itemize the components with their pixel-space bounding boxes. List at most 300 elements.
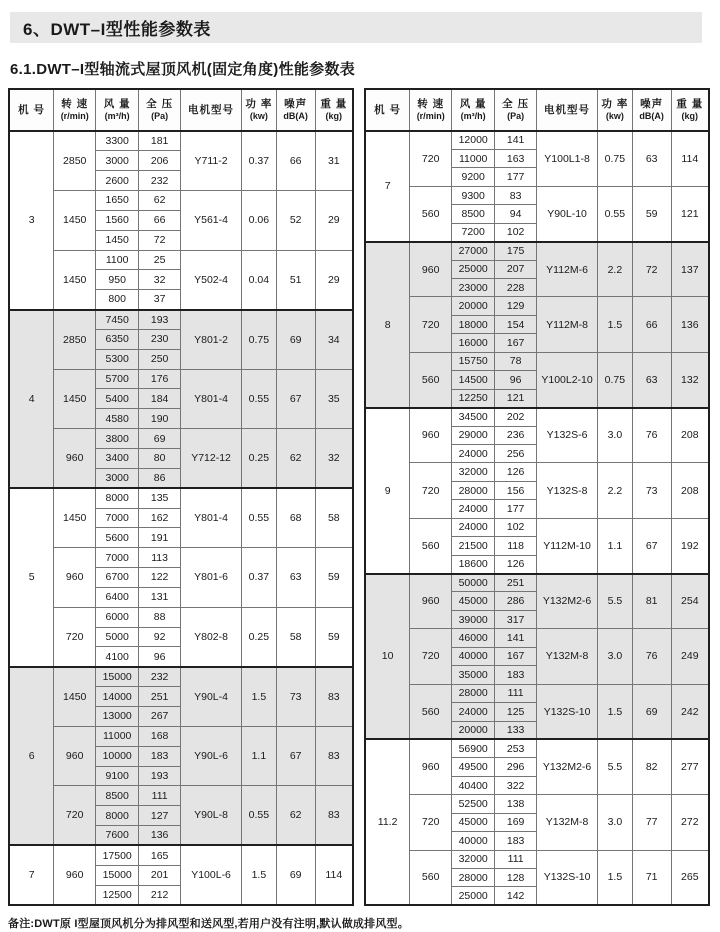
header-cell: 全 压 (Pa) <box>139 89 181 131</box>
model-cell: 7 <box>9 845 54 905</box>
table-row <box>9 429 353 449</box>
airflow-cell: 11000 <box>452 149 495 167</box>
pressure-cell: 202 <box>495 408 537 426</box>
table-row <box>9 726 353 746</box>
motor-model-cell: Y100L2-10 <box>537 352 598 407</box>
weight-cell: 254 <box>671 574 709 629</box>
pressure-cell: 111 <box>139 786 181 806</box>
noise-cell: 67 <box>632 518 671 573</box>
airflow-cell: 21500 <box>452 537 495 555</box>
power-cell: 0.55 <box>598 186 633 241</box>
header-cell: 重 量 (kg) <box>671 89 709 131</box>
airflow-cell: 7000 <box>96 548 139 568</box>
speed-cell: 720 <box>410 795 452 850</box>
pressure-cell: 122 <box>139 568 181 588</box>
pressure-cell: 141 <box>495 629 537 647</box>
power-cell: 1.5 <box>598 850 633 905</box>
pressure-cell: 163 <box>495 149 537 167</box>
model-cell: 9 <box>365 408 410 574</box>
pressure-cell: 168 <box>139 726 181 746</box>
airflow-cell: 7600 <box>96 826 139 846</box>
pressure-cell: 80 <box>139 449 181 469</box>
noise-cell: 69 <box>276 845 315 905</box>
pressure-cell: 162 <box>139 508 181 528</box>
motor-model-cell: Y801-6 <box>181 548 242 608</box>
motor-model-cell: Y132M2-6 <box>537 739 598 794</box>
pressure-cell: 141 <box>495 131 537 149</box>
pressure-cell: 253 <box>495 739 537 757</box>
pressure-cell: 113 <box>139 548 181 568</box>
noise-cell: 81 <box>632 574 671 629</box>
airflow-cell: 8000 <box>96 806 139 826</box>
model-cell: 7 <box>365 131 410 242</box>
airflow-cell: 9300 <box>452 186 495 204</box>
noise-cell: 67 <box>276 369 315 429</box>
noise-cell: 66 <box>632 297 671 352</box>
pressure-cell: 177 <box>495 500 537 518</box>
pressure-cell: 96 <box>139 647 181 667</box>
airflow-cell: 8000 <box>96 488 139 508</box>
table-row <box>9 786 353 806</box>
pressure-cell: 72 <box>139 230 181 250</box>
airflow-cell: 39000 <box>452 610 495 628</box>
noise-cell: 63 <box>632 131 671 186</box>
speed-cell: 720 <box>410 297 452 352</box>
pressure-cell: 251 <box>495 574 537 592</box>
power-cell: 3.0 <box>598 408 633 463</box>
power-cell: 1.5 <box>598 684 633 739</box>
header-cell: 电机型号 <box>181 89 242 131</box>
pressure-cell: 111 <box>495 850 537 868</box>
pressure-cell: 167 <box>495 647 537 665</box>
airflow-cell: 6400 <box>96 587 139 607</box>
motor-model-cell: Y132S-8 <box>537 463 598 518</box>
weight-cell: 114 <box>671 131 709 186</box>
airflow-cell: 8500 <box>96 786 139 806</box>
pressure-cell: 121 <box>495 389 537 407</box>
speed-cell: 960 <box>54 726 96 786</box>
pressure-cell: 126 <box>495 555 537 573</box>
speed-cell: 560 <box>410 352 452 407</box>
pressure-cell: 78 <box>495 352 537 370</box>
airflow-cell: 20000 <box>452 297 495 315</box>
table-row <box>365 297 709 315</box>
airflow-cell: 1450 <box>96 230 139 250</box>
pressure-cell: 156 <box>495 481 537 499</box>
weight-cell: 114 <box>315 845 353 905</box>
motor-model-cell: Y132M2-6 <box>537 574 598 629</box>
weight-cell: 59 <box>315 548 353 608</box>
model-cell: 6 <box>9 667 54 846</box>
airflow-cell: 13000 <box>96 706 139 726</box>
pressure-cell: 190 <box>139 409 181 429</box>
pressure-cell: 88 <box>139 607 181 627</box>
airflow-cell: 17500 <box>96 845 139 865</box>
model-cell: 10 <box>365 574 410 740</box>
section-banner <box>10 12 702 43</box>
pressure-cell: 94 <box>495 205 537 223</box>
power-cell: 1.1 <box>242 726 277 786</box>
airflow-cell: 52500 <box>452 795 495 813</box>
table-row <box>365 352 709 370</box>
airflow-cell: 6700 <box>96 568 139 588</box>
weight-cell: 59 <box>315 607 353 667</box>
noise-cell: 69 <box>632 684 671 739</box>
airflow-cell: 9100 <box>96 766 139 786</box>
speed-cell: 1450 <box>54 191 96 251</box>
pressure-cell: 256 <box>495 444 537 462</box>
motor-model-cell: Y801-4 <box>181 488 242 548</box>
pressure-cell: 193 <box>139 766 181 786</box>
power-cell: 3.0 <box>598 795 633 850</box>
pressure-cell: 175 <box>495 242 537 260</box>
motor-model-cell: Y90L-8 <box>181 786 242 846</box>
airflow-cell: 45000 <box>452 813 495 831</box>
table-row <box>9 131 353 151</box>
pressure-cell: 118 <box>495 537 537 555</box>
noise-cell: 62 <box>276 429 315 489</box>
pressure-cell: 127 <box>139 806 181 826</box>
airflow-cell: 24000 <box>452 444 495 462</box>
airflow-cell: 4580 <box>96 409 139 429</box>
airflow-cell: 14000 <box>96 687 139 707</box>
motor-model-cell: Y802-8 <box>181 607 242 667</box>
table-row <box>365 242 709 260</box>
power-cell: 5.5 <box>598 739 633 794</box>
speed-cell: 720 <box>410 463 452 518</box>
header-cell: 机 号 <box>365 89 410 131</box>
speed-cell: 960 <box>410 242 452 297</box>
table-row <box>9 250 353 270</box>
weight-cell: 277 <box>671 739 709 794</box>
pressure-cell: 322 <box>495 776 537 794</box>
airflow-cell: 3800 <box>96 429 139 449</box>
motor-model-cell: Y100L1-8 <box>537 131 598 186</box>
airflow-cell: 6350 <box>96 329 139 349</box>
pressure-cell: 183 <box>139 746 181 766</box>
pressure-cell: 92 <box>139 627 181 647</box>
motor-model-cell: Y801-4 <box>181 369 242 429</box>
airflow-cell: 56900 <box>452 739 495 757</box>
airflow-cell: 40400 <box>452 776 495 794</box>
speed-cell: 960 <box>410 739 452 794</box>
airflow-cell: 3300 <box>96 131 139 151</box>
airflow-cell: 3000 <box>96 151 139 171</box>
power-cell: 0.55 <box>242 488 277 548</box>
weight-cell: 137 <box>671 242 709 297</box>
table-row <box>9 191 353 211</box>
pressure-cell: 232 <box>139 667 181 687</box>
weight-cell: 272 <box>671 795 709 850</box>
airflow-cell: 5600 <box>96 528 139 548</box>
noise-cell: 76 <box>632 629 671 684</box>
motor-model-cell: Y112M-8 <box>537 297 598 352</box>
weight-cell: 265 <box>671 850 709 905</box>
airflow-cell: 3400 <box>96 449 139 469</box>
motor-model-cell: Y132S-10 <box>537 850 598 905</box>
noise-cell: 62 <box>276 786 315 846</box>
speed-cell: 960 <box>410 574 452 629</box>
pressure-cell: 177 <box>495 168 537 186</box>
power-cell: 0.25 <box>242 429 277 489</box>
weight-cell: 58 <box>315 488 353 548</box>
speed-cell: 720 <box>54 786 96 846</box>
pressure-cell: 176 <box>139 369 181 389</box>
header-cell: 风 量 (m³/h) <box>452 89 495 131</box>
power-cell: 0.37 <box>242 548 277 608</box>
motor-model-cell: Y712-12 <box>181 429 242 489</box>
table-row <box>9 548 353 568</box>
pressure-cell: 191 <box>139 528 181 548</box>
noise-cell: 58 <box>276 607 315 667</box>
airflow-cell: 5000 <box>96 627 139 647</box>
speed-cell: 960 <box>54 548 96 608</box>
header-cell: 功 率 (kw) <box>242 89 277 131</box>
speed-cell: 1450 <box>54 250 96 310</box>
table-subtitle: 6.1.DWT–I型轴流式屋顶风机(固定角度)性能参数表 <box>10 61 356 78</box>
speed-cell: 960 <box>54 845 96 905</box>
pressure-cell: 25 <box>139 250 181 270</box>
airflow-cell: 1100 <box>96 250 139 270</box>
motor-model-cell: Y561-4 <box>181 191 242 251</box>
power-cell: 1.1 <box>598 518 633 573</box>
pressure-cell: 129 <box>495 297 537 315</box>
header-cell: 噪声 dB(A) <box>632 89 671 131</box>
speed-cell: 1450 <box>54 369 96 429</box>
speed-cell: 960 <box>410 408 452 463</box>
airflow-cell: 29000 <box>452 426 495 444</box>
motor-model-cell: Y112M-6 <box>537 242 598 297</box>
airflow-cell: 32000 <box>452 850 495 868</box>
airflow-cell: 16000 <box>452 334 495 352</box>
airflow-cell: 800 <box>96 290 139 310</box>
table-row <box>365 684 709 702</box>
noise-cell: 51 <box>276 250 315 310</box>
power-cell: 2.2 <box>598 242 633 297</box>
pressure-cell: 66 <box>139 210 181 230</box>
power-cell: 3.0 <box>598 629 633 684</box>
table-row <box>9 369 353 389</box>
weight-cell: 208 <box>671 463 709 518</box>
power-cell: 0.37 <box>242 131 277 191</box>
airflow-cell: 46000 <box>452 629 495 647</box>
pressure-cell: 184 <box>139 389 181 409</box>
airflow-cell: 45000 <box>452 592 495 610</box>
airflow-cell: 11000 <box>96 726 139 746</box>
table-row <box>365 408 709 426</box>
airflow-cell: 12500 <box>96 885 139 905</box>
power-cell: 0.04 <box>242 250 277 310</box>
airflow-cell: 7450 <box>96 310 139 330</box>
table-row <box>9 845 353 865</box>
power-cell: 0.75 <box>242 310 277 370</box>
weight-cell: 83 <box>315 786 353 846</box>
motor-model-cell: Y112M-10 <box>537 518 598 573</box>
pressure-cell: 138 <box>495 795 537 813</box>
airflow-cell: 2600 <box>96 171 139 191</box>
pressure-cell: 317 <box>495 610 537 628</box>
table-row <box>365 186 709 204</box>
noise-cell: 66 <box>276 131 315 191</box>
table-row <box>365 131 709 149</box>
airflow-cell: 18600 <box>452 555 495 573</box>
header-cell: 重 量 (kg) <box>315 89 353 131</box>
footnote: 备注:DWT原 I型屋顶风机分为排风型和送风型,若用户没有注明,默认做成排风型。 <box>8 918 409 931</box>
pressure-cell: 133 <box>495 721 537 739</box>
airflow-cell: 32000 <box>452 463 495 481</box>
header-cell: 功 率 (kw) <box>598 89 633 131</box>
airflow-cell: 28000 <box>452 481 495 499</box>
header-cell: 转 速 (r/min) <box>54 89 96 131</box>
header-cell: 电机型号 <box>537 89 598 131</box>
table-row <box>365 629 709 647</box>
weight-cell: 32 <box>315 429 353 489</box>
speed-cell: 560 <box>410 186 452 241</box>
weight-cell: 242 <box>671 684 709 739</box>
pressure-cell: 181 <box>139 131 181 151</box>
model-cell: 3 <box>9 131 54 310</box>
weight-cell: 132 <box>671 352 709 407</box>
airflow-cell: 5300 <box>96 349 139 369</box>
power-cell: 2.2 <box>598 463 633 518</box>
pressure-cell: 286 <box>495 592 537 610</box>
speed-cell: 560 <box>410 684 452 739</box>
motor-model-cell: Y90L-10 <box>537 186 598 241</box>
power-cell: 1.5 <box>242 845 277 905</box>
airflow-cell: 50000 <box>452 574 495 592</box>
pressure-cell: 62 <box>139 191 181 211</box>
airflow-cell: 34500 <box>452 408 495 426</box>
table-row <box>9 607 353 627</box>
airflow-cell: 5400 <box>96 389 139 409</box>
weight-cell: 192 <box>671 518 709 573</box>
weight-cell: 83 <box>315 726 353 786</box>
noise-cell: 63 <box>632 352 671 407</box>
noise-cell: 76 <box>632 408 671 463</box>
header-cell: 全 压 (Pa) <box>495 89 537 131</box>
airflow-cell: 40000 <box>452 832 495 850</box>
speed-cell: 560 <box>410 850 452 905</box>
weight-cell: 31 <box>315 131 353 191</box>
airflow-cell: 5700 <box>96 369 139 389</box>
airflow-cell: 7000 <box>96 508 139 528</box>
table-row <box>365 463 709 481</box>
table-row <box>365 850 709 868</box>
motor-model-cell: Y801-2 <box>181 310 242 370</box>
table-row <box>9 667 353 687</box>
speed-cell: 720 <box>410 131 452 186</box>
motor-model-cell: Y100L-6 <box>181 845 242 905</box>
airflow-cell: 15000 <box>96 865 139 885</box>
header-cell: 机 号 <box>9 89 54 131</box>
airflow-cell: 12000 <box>452 131 495 149</box>
airflow-cell: 40000 <box>452 647 495 665</box>
airflow-cell: 24000 <box>452 703 495 721</box>
power-cell: 5.5 <box>598 574 633 629</box>
airflow-cell: 9200 <box>452 168 495 186</box>
header-row <box>9 89 353 131</box>
motor-model-cell: Y132S-6 <box>537 408 598 463</box>
pressure-cell: 207 <box>495 260 537 278</box>
motor-model-cell: Y132S-10 <box>537 684 598 739</box>
speed-cell: 720 <box>54 607 96 667</box>
noise-cell: 73 <box>632 463 671 518</box>
airflow-cell: 7200 <box>452 223 495 241</box>
noise-cell: 82 <box>632 739 671 794</box>
pressure-cell: 212 <box>139 885 181 905</box>
pressure-cell: 206 <box>139 151 181 171</box>
model-cell: 11.2 <box>365 739 410 905</box>
header-cell: 噪声 dB(A) <box>276 89 315 131</box>
pressure-cell: 230 <box>139 329 181 349</box>
weight-cell: 83 <box>315 667 353 727</box>
pressure-cell: 126 <box>495 463 537 481</box>
airflow-cell: 20000 <box>452 721 495 739</box>
table-row <box>365 739 709 757</box>
airflow-cell: 49500 <box>452 758 495 776</box>
pressure-cell: 193 <box>139 310 181 330</box>
noise-cell: 59 <box>632 186 671 241</box>
airflow-cell: 12250 <box>452 389 495 407</box>
pressure-cell: 102 <box>495 223 537 241</box>
header-cell: 风 量 (m³/h) <box>96 89 139 131</box>
power-cell: 0.75 <box>598 352 633 407</box>
motor-model-cell: Y90L-4 <box>181 667 242 727</box>
pressure-cell: 296 <box>495 758 537 776</box>
pressure-cell: 169 <box>495 813 537 831</box>
noise-cell: 77 <box>632 795 671 850</box>
table-row <box>365 574 709 592</box>
airflow-cell: 15000 <box>96 667 139 687</box>
power-cell: 0.75 <box>598 131 633 186</box>
airflow-cell: 27000 <box>452 242 495 260</box>
pressure-cell: 131 <box>139 587 181 607</box>
pressure-cell: 135 <box>139 488 181 508</box>
pressure-cell: 128 <box>495 869 537 887</box>
motor-model-cell: Y502-4 <box>181 250 242 310</box>
table-row <box>9 310 353 330</box>
noise-cell: 63 <box>276 548 315 608</box>
speed-cell: 2850 <box>54 310 96 370</box>
power-cell: 0.25 <box>242 607 277 667</box>
noise-cell: 68 <box>276 488 315 548</box>
performance-table-left <box>8 88 354 906</box>
weight-cell: 249 <box>671 629 709 684</box>
airflow-cell: 6000 <box>96 607 139 627</box>
noise-cell: 67 <box>276 726 315 786</box>
pressure-cell: 167 <box>495 334 537 352</box>
pressure-cell: 165 <box>139 845 181 865</box>
speed-cell: 720 <box>410 629 452 684</box>
performance-tables <box>8 88 711 906</box>
airflow-cell: 1650 <box>96 191 139 211</box>
power-cell: 1.5 <box>598 297 633 352</box>
airflow-cell: 10000 <box>96 746 139 766</box>
weight-cell: 35 <box>315 369 353 429</box>
airflow-cell: 1560 <box>96 210 139 230</box>
motor-model-cell: Y132M-8 <box>537 795 598 850</box>
pressure-cell: 37 <box>139 290 181 310</box>
pressure-cell: 183 <box>495 666 537 684</box>
airflow-cell: 25000 <box>452 260 495 278</box>
pressure-cell: 251 <box>139 687 181 707</box>
pressure-cell: 83 <box>495 186 537 204</box>
airflow-cell: 23000 <box>452 279 495 297</box>
page-title: 6、DWT–I型性能参数表 <box>23 20 211 39</box>
speed-cell: 560 <box>410 518 452 573</box>
power-cell: 0.55 <box>242 786 277 846</box>
airflow-cell: 3000 <box>96 468 139 488</box>
